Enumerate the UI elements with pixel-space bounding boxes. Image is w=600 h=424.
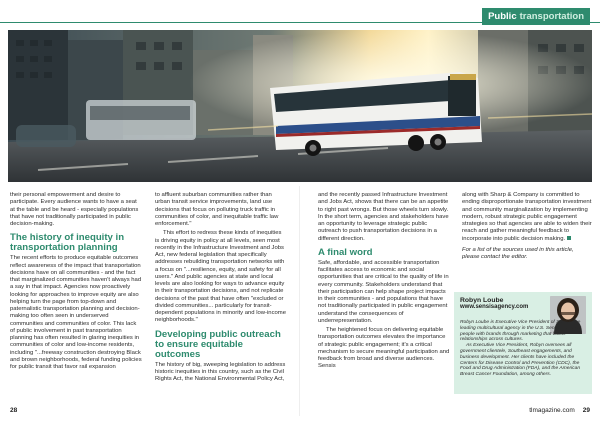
author-website[interactable]: www.sensisagency.com (460, 304, 529, 310)
subheading-outreach: Developing public outreach to ensure equitable outcomes (155, 328, 281, 360)
section-label-primary: Public (488, 11, 517, 22)
magazine-website[interactable]: tlmagazine.com (529, 407, 575, 414)
author-name: Robyn Loube (460, 297, 504, 304)
author-bio (460, 320, 590, 378)
paragraph: This effort to redress these kinds of inequities is driving equity in policy at all levels, seen most recently in the Infrastructure Investment and Jobs Act, new federal legislation that specifically addresses rebuilding transportation networks with a focus on "...resilience, equity, and safety for all users." And public agencies at state and local levels are also looking for ways to advance equity in their transportation decisions, and not replicate decisions of the past that have often "excluded or divided communities... particularly for transit-dependent populations in minority and low-income neighborhoods." (155, 230, 286, 324)
paragraph: The history of big, sweeping legislation to address historic inequities in this country, such as the Civil Rights Act, the National Environmental Policy Act, (155, 361, 286, 382)
photo-illustration (8, 30, 592, 182)
column-3 (318, 192, 450, 373)
subheading-history: The history of inequity in transportation planning (10, 232, 125, 254)
paragraph: Safe, affordable, and accessible transportation facilitates access to economic and social opportunities that are critical to the quality of life in every community. Stakeholders understand that their participation can help shape project impacts in their communities - and populations that have not traditionally participated in public engagement understand the consequences of underrepresentation. (318, 259, 449, 324)
paragraph-text: along with Sharp & Company is committed to ending disproportionate transportation investment and community marginalization by implementing modern, robust strategic public engagement strategies so that agencies are able to widen their reach and gather meaningful feedback to incorporate into public decision making. (462, 192, 592, 242)
paragraph: and the recently passed Infrastructure Investment and Jobs Act, shows that there can be an appetite to right past wrongs. But those wheels turn slowly. In the short term, agencies and stakeholders have an opportunity to leverage strategic public outreach to push transportation decisions in a different direction. (318, 192, 449, 242)
subheading-final-word: A final word (318, 246, 373, 258)
footer-right (529, 407, 590, 414)
bio-paragraph-2: As Executive Vice President, Robyn oversees all government clientele, Southeast engagements, and business development. Her clients have included the Centers for Disease Control and Prevention (CDC), the Food and Drug Administration (FDA), and the American Breast Cancer Foundation, among others. (460, 343, 581, 378)
paragraph-end (462, 192, 592, 243)
paragraph: The recent efforts to produce equitable outcomes reflect awareness of the impact that transportation decisions have on all communities - and the fact that marginalized communities haven't always had a say in that impact. Agencies now proactively looking for approaches to improve equity are also helping turn the page from top-down and paternalistic transportation planning and decision-making too often seen in underserved communities and communities of color. This lack of public involvement in past transportation planning has often resulted in glaring inequities in communities of color and low-income residents, including "...freeway construction destroying Black and brown neighborhoods, federal funding policies for public transit that favor rail expansion (10, 255, 142, 370)
sources-note: For a list of the sources used in this article, please contact the editor. (462, 246, 574, 260)
section-label-secondary: transportation (519, 11, 584, 22)
section-tag (482, 8, 590, 25)
paragraph: The heightened focus on delivering equitable transportation outcomes elevates the importance of strategic public engagement; it's a critical mechanism to secure meaningful participation and feedback from broad and diverse audiences. Sensis (318, 327, 450, 370)
city-bus-photo (8, 30, 592, 182)
paragraph: to affluent suburban communities rather than urban transit service improvements, land use decisions that focus on polluting truck traffic in communities of color, and inequitable traffic law enforcement." (155, 192, 279, 227)
bio-paragraph-1: Robyn Loube is Executive Vice President of Sensis, the leading multicultural agency in the U.S. Sensis connects people with brands through marketing that builds relationships across cultures. (460, 320, 582, 343)
column-4 (462, 192, 592, 263)
author-bio-box (454, 292, 592, 394)
column-1 (10, 192, 142, 373)
column-2 (155, 192, 287, 385)
end-mark-icon (567, 236, 571, 240)
paragraph: their personal empowerment and desire to participate. Every audience wants to have a seat at the table and be heard - especially populations that have not traditionally participated in public decision-making. (10, 192, 139, 227)
page-gutter (299, 186, 300, 416)
page-number-left: 28 (10, 407, 18, 414)
page-number-right: 29 (582, 407, 590, 414)
